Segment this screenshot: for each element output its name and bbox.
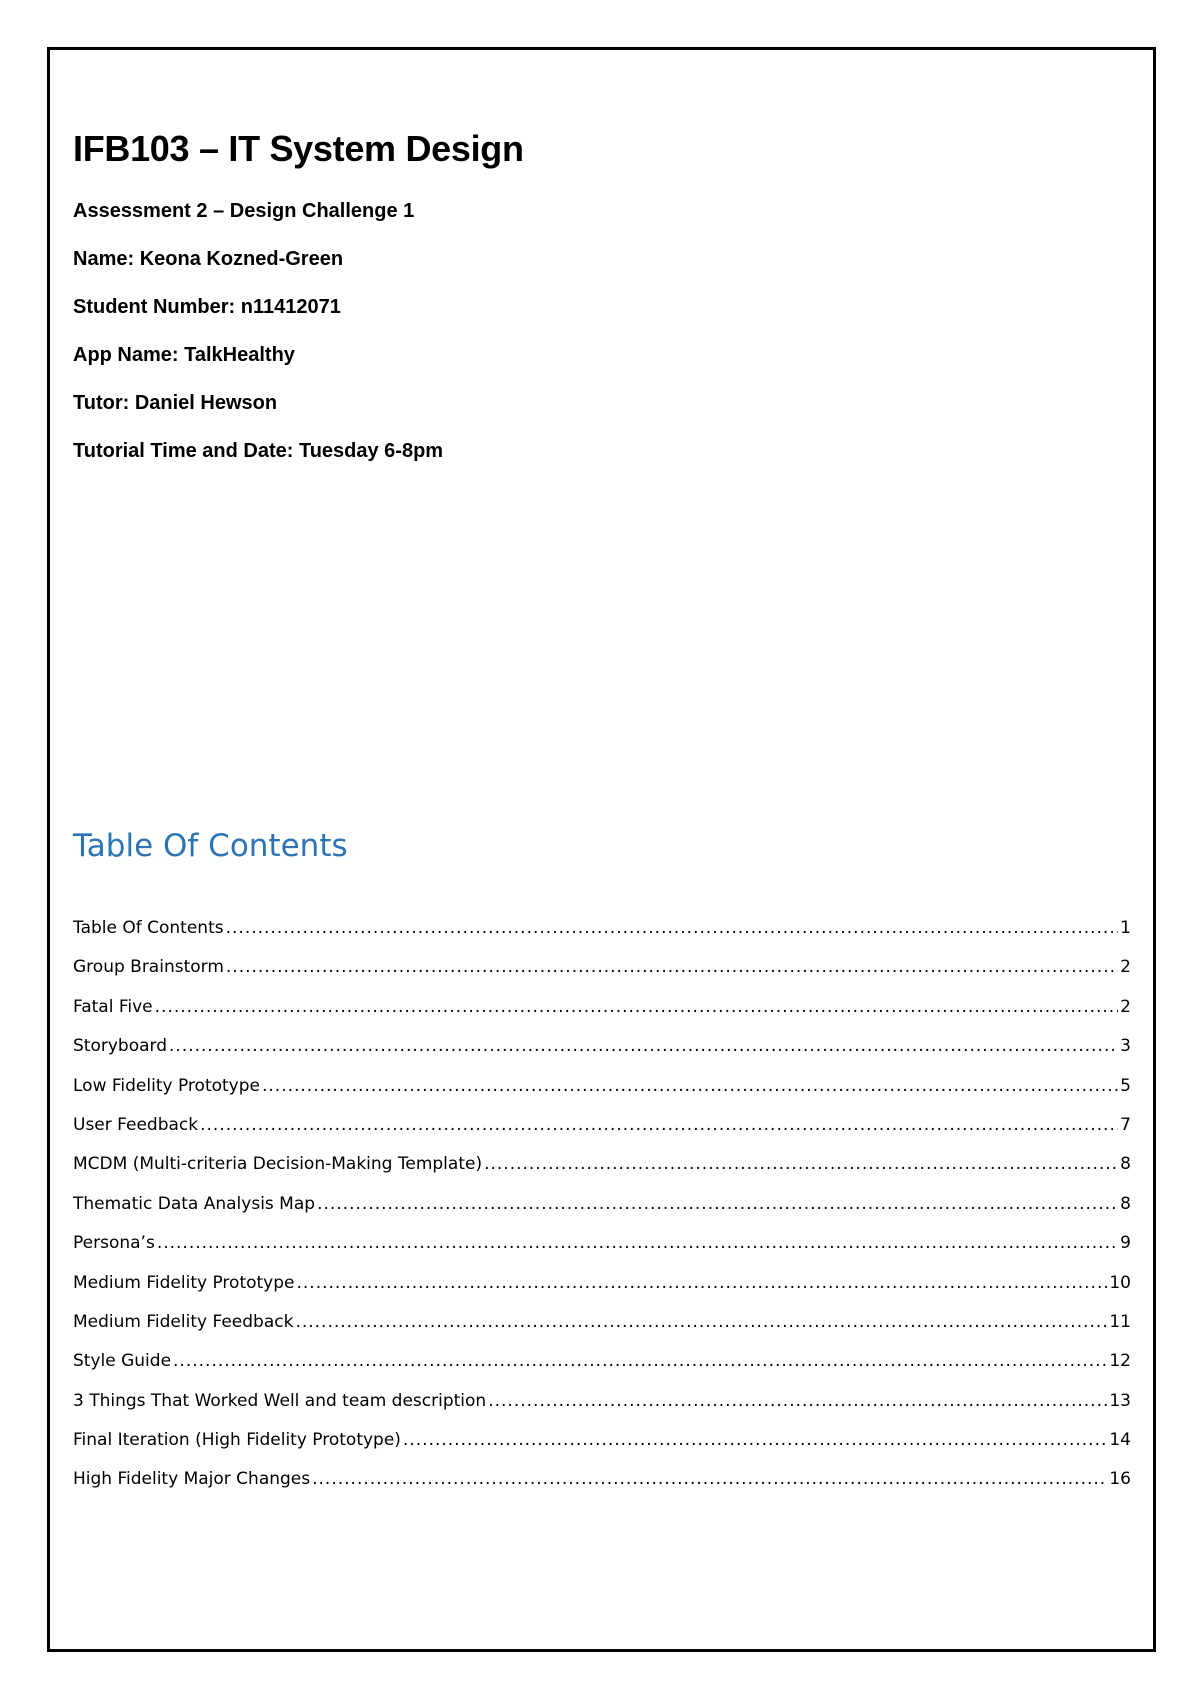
- toc-entry-title: Storyboard: [73, 1036, 167, 1057]
- toc-entry[interactable]: [73, 1430, 1131, 1469]
- toc-entry-title: 3 Things That Worked Well and team description: [73, 1390, 487, 1411]
- toc-entry-title: Table Of Contents: [73, 918, 224, 938]
- toc-entry-title: MCDM (Multi-criteria Decision-Making Template): [73, 1154, 483, 1175]
- toc-entry-page: 16: [1109, 1469, 1131, 1490]
- toc-entry-page: 2: [1120, 957, 1131, 978]
- toc-entry-page: 14: [1109, 1430, 1131, 1451]
- toc-dot-leader: [157, 1233, 1118, 1253]
- toc-dot-leader: [488, 1391, 1107, 1411]
- toc-entry-page: 12: [1109, 1351, 1131, 1372]
- toc-entry-title: User Feedback: [73, 1114, 199, 1135]
- toc-dot-leader: [226, 918, 1119, 938]
- toc-entry[interactable]: [73, 1233, 1131, 1272]
- toc-dot-leader: [484, 1154, 1118, 1174]
- toc-entry[interactable]: [73, 918, 1131, 957]
- toc-entry-page: 8: [1120, 1193, 1131, 1214]
- toc-entry-title: Medium Fidelity Feedback: [73, 1311, 294, 1332]
- toc-entry[interactable]: [73, 1312, 1131, 1351]
- toc-entry-page: 3: [1120, 1036, 1131, 1057]
- toc-dot-leader: [155, 997, 1119, 1017]
- toc-heading: Table Of Contents: [73, 828, 348, 864]
- tutorial-time-line: Tutorial Time and Date: Tuesday 6-8pm: [73, 440, 444, 462]
- toc-entry[interactable]: [73, 1273, 1131, 1312]
- toc-entry-page: 11: [1109, 1311, 1131, 1332]
- toc-entry-title: Thematic Data Analysis Map: [73, 1193, 316, 1214]
- toc-entry-page: 5: [1120, 1075, 1131, 1096]
- toc-entry-title: Low Fidelity Prototype: [73, 1075, 260, 1096]
- toc-dot-leader: [312, 1469, 1107, 1489]
- assessment-line: Assessment 2 – Design Challenge 1: [73, 200, 415, 222]
- toc-entry-page: 10: [1109, 1272, 1131, 1293]
- toc-entry[interactable]: [73, 1076, 1131, 1115]
- app-name-line: App Name: TalkHealthy: [73, 344, 295, 366]
- toc-dot-leader: [226, 957, 1118, 977]
- toc-entry-page: 13: [1109, 1390, 1131, 1411]
- toc-dot-leader: [403, 1430, 1107, 1450]
- toc-entry-title: High Fidelity Major Changes: [73, 1469, 311, 1490]
- student-number-line: Student Number: n11412071: [73, 296, 341, 318]
- toc-entry-page: 2: [1120, 996, 1131, 1017]
- toc-entry-title: Final Iteration (High Fidelity Prototype): [73, 1430, 401, 1451]
- toc-list: [73, 918, 1131, 1509]
- toc-entry[interactable]: [73, 957, 1131, 996]
- toc-entry[interactable]: [73, 1351, 1131, 1390]
- toc-entry-page: 1: [1120, 918, 1131, 938]
- toc-entry[interactable]: [73, 1115, 1131, 1154]
- toc-entry[interactable]: [73, 997, 1131, 1036]
- toc-entry-title: Style Guide: [73, 1351, 172, 1372]
- student-name-line: Name: Keona Kozned-Green: [73, 248, 344, 270]
- toc-entry-title: Fatal Five: [73, 996, 153, 1017]
- toc-entry-title: Persona’s: [73, 1233, 155, 1254]
- toc-entry[interactable]: [73, 1036, 1131, 1075]
- toc-dot-leader: [173, 1351, 1107, 1371]
- document-title: IFB103 – IT System Design: [73, 128, 524, 169]
- toc-dot-leader: [295, 1312, 1107, 1332]
- toc-dot-leader: [317, 1194, 1118, 1214]
- toc-entry-page: 7: [1120, 1114, 1131, 1135]
- toc-entry[interactable]: [73, 1194, 1131, 1233]
- toc-dot-leader: [296, 1273, 1107, 1293]
- toc-dot-leader: [262, 1076, 1118, 1096]
- toc-entry-page: 8: [1120, 1154, 1131, 1175]
- toc-entry-title: Group Brainstorm: [73, 957, 224, 978]
- toc-entry[interactable]: [73, 1154, 1131, 1193]
- tutor-line: Tutor: Daniel Hewson: [73, 392, 278, 414]
- toc-entry-page: 9: [1120, 1233, 1131, 1254]
- toc-entry[interactable]: [73, 1469, 1131, 1508]
- toc-dot-leader: [169, 1036, 1118, 1056]
- toc-entry[interactable]: [73, 1391, 1131, 1430]
- toc-entry-title: Medium Fidelity Prototype: [73, 1272, 295, 1293]
- toc-dot-leader: [200, 1115, 1118, 1135]
